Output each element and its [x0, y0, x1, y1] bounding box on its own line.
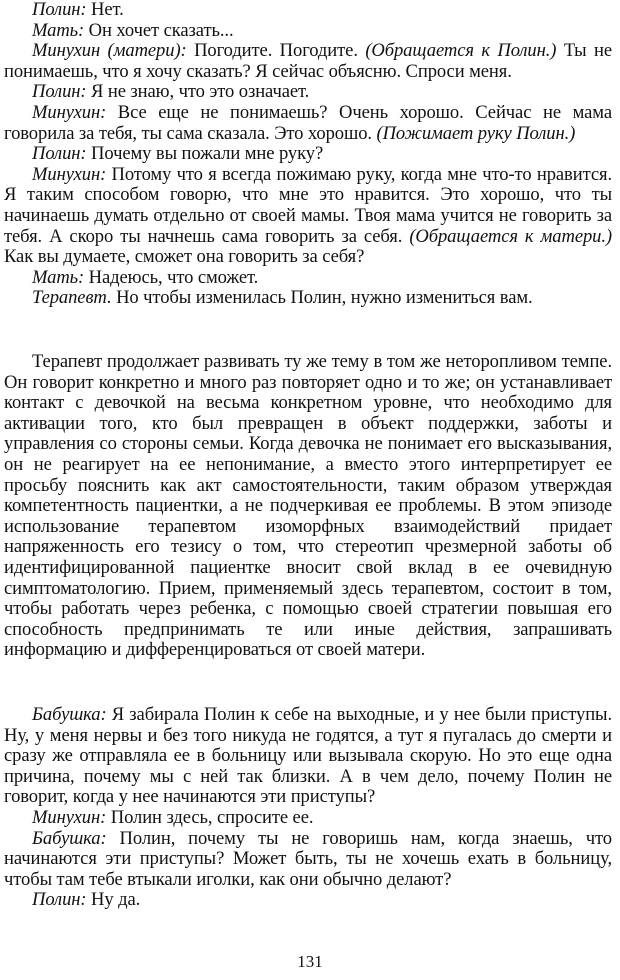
dialogue-block-2: [4, 705, 612, 911]
dialogue-line: [4, 21, 612, 42]
dialogue-line: [4, 165, 612, 268]
dialogue-line: [4, 103, 612, 144]
line-text-continued: Ты не понимаешь, что я хочу сказать? Я сейчас объясню. Спроси меня.: [4, 40, 612, 82]
dialogue-line: [4, 829, 612, 891]
line-text: Все еще не понимаешь? Очень хорошо. Сейчас не мама говорила за тебя, ты сама сказала. Это хорошо.: [4, 101, 612, 144]
dialogue-line: [4, 268, 612, 289]
stage-direction: (Обращается к матери.): [409, 225, 613, 247]
speaker-name: Полин:: [32, 143, 87, 165]
line-text: Но чтобы изменилась Полин, нужно измениться вам.: [111, 287, 533, 309]
speaker-name: Минухин:: [32, 806, 107, 828]
dialogue-line: [4, 144, 612, 165]
dialogue-line: [4, 808, 612, 829]
stage-direction: (Пожимает руку Полин.): [376, 122, 576, 144]
dialogue-line: [4, 890, 612, 911]
dialogue-line: [4, 288, 612, 309]
line-text-continued: Как вы думаете, сможет она говорить за себя?: [4, 246, 365, 268]
line-text: Полин, почему ты не говоришь нам, когда знаешь, что начинаются эти приступы? Может быть, ты не хочешь ехать в больницу, чтобы там тебе втыкали иголки, как они обычно делают?: [4, 827, 612, 890]
speaker-name: Бабушка:: [32, 704, 107, 725]
speaker-name: Мать:: [32, 19, 85, 41]
line-text: Надеюсь, что сможет.: [84, 266, 259, 288]
page-number: 131: [297, 952, 323, 971]
line-text: Я не знаю, что это означает.: [86, 81, 310, 103]
dialogue-line: [4, 705, 612, 808]
speaker-name: Полин:: [32, 889, 87, 911]
speaker-name: Минухин:: [32, 101, 107, 123]
line-text: Я забирала Полин к себе на выходные, и у нее были приступы. Ну, у меня нервы и без того никуда не годятся, а тут я пугалась до смерти и сразу же отправляла ее в больницу или вызывала скорую. Но это еще одна причина, почему мы с ней так близки. А в чем дело, почему Полин не говорит, когда у нее начинаются эти приступы?: [4, 704, 612, 808]
dialogue-line: [4, 0, 612, 21]
speaker-name: Минухин:: [32, 163, 107, 185]
narrative-paragraph: Терапевт продолжает развивать ту же тему в том же неторопливом темпе. Он говорит конкретно и много раз повторяет одно и то же; он устанавливает контакт с девочкой на весьма конкретном уровне, что необходимо для активации того, кто был превращен в объект поддержки, заботы и управления со стороны семьи. Когда девочка не понимает его высказывания, он не реагирует на ее непонимание, а вместо этого интерпретирует ее просьбу пояснить как акт самостоятельности, таким образом утверждая компетентность пациентки, а не подчеркивая ее проблемы. В этом эпизоде использование терапевтом изоморфных взаимодействий придает напряженность его тезису о том, что стереотип чрезмерной заботы об идентифицированной пациентке вносит свой вклад в ее очевидную симптоматологию. Прием, применяемый здесь терапевтом, состоит в том, чтобы работать через ребенка, с помощью своей стратегии повышая его способность предпринимать те или иные действия, запрашивать информацию и дифференцироваться от своей матери.: [4, 351, 612, 661]
line-text: Почему вы пожали мне руку?: [86, 143, 324, 165]
speaker-name: Минухин (матери):: [32, 40, 187, 62]
speaker-name: Полин:: [32, 81, 87, 103]
dialogue-line: [4, 41, 612, 82]
speaker-name: Терапевт.: [32, 287, 112, 309]
speaker-name: Бабушка:: [32, 827, 107, 849]
line-text: Ну да.: [86, 889, 141, 911]
line-text: Полин здесь, спросите ее.: [106, 806, 314, 828]
speaker-name: Полин:: [32, 0, 87, 20]
line-text: Он хочет сказать...: [84, 19, 234, 41]
line-text: Нет.: [86, 0, 124, 20]
stage-direction: (Обращается к Полин.): [365, 40, 557, 62]
dialogue-line: [4, 82, 612, 103]
line-text: Погодите. Погодите.: [186, 40, 366, 62]
narrative-block: [4, 352, 612, 661]
line-text: Потому что я всегда пожимаю руку, когда мне что-то нравится. Я таким способом говорю, что мне это нравится. Это хорошо, что ты начинаешь думать отдельно от своей мамы. Твоя мама учится не говорить за тебя. А скоро ты начнешь сама говорить за себя.: [4, 163, 612, 247]
dialogue-block-1: [4, 0, 612, 309]
speaker-name: Мать:: [32, 266, 85, 288]
